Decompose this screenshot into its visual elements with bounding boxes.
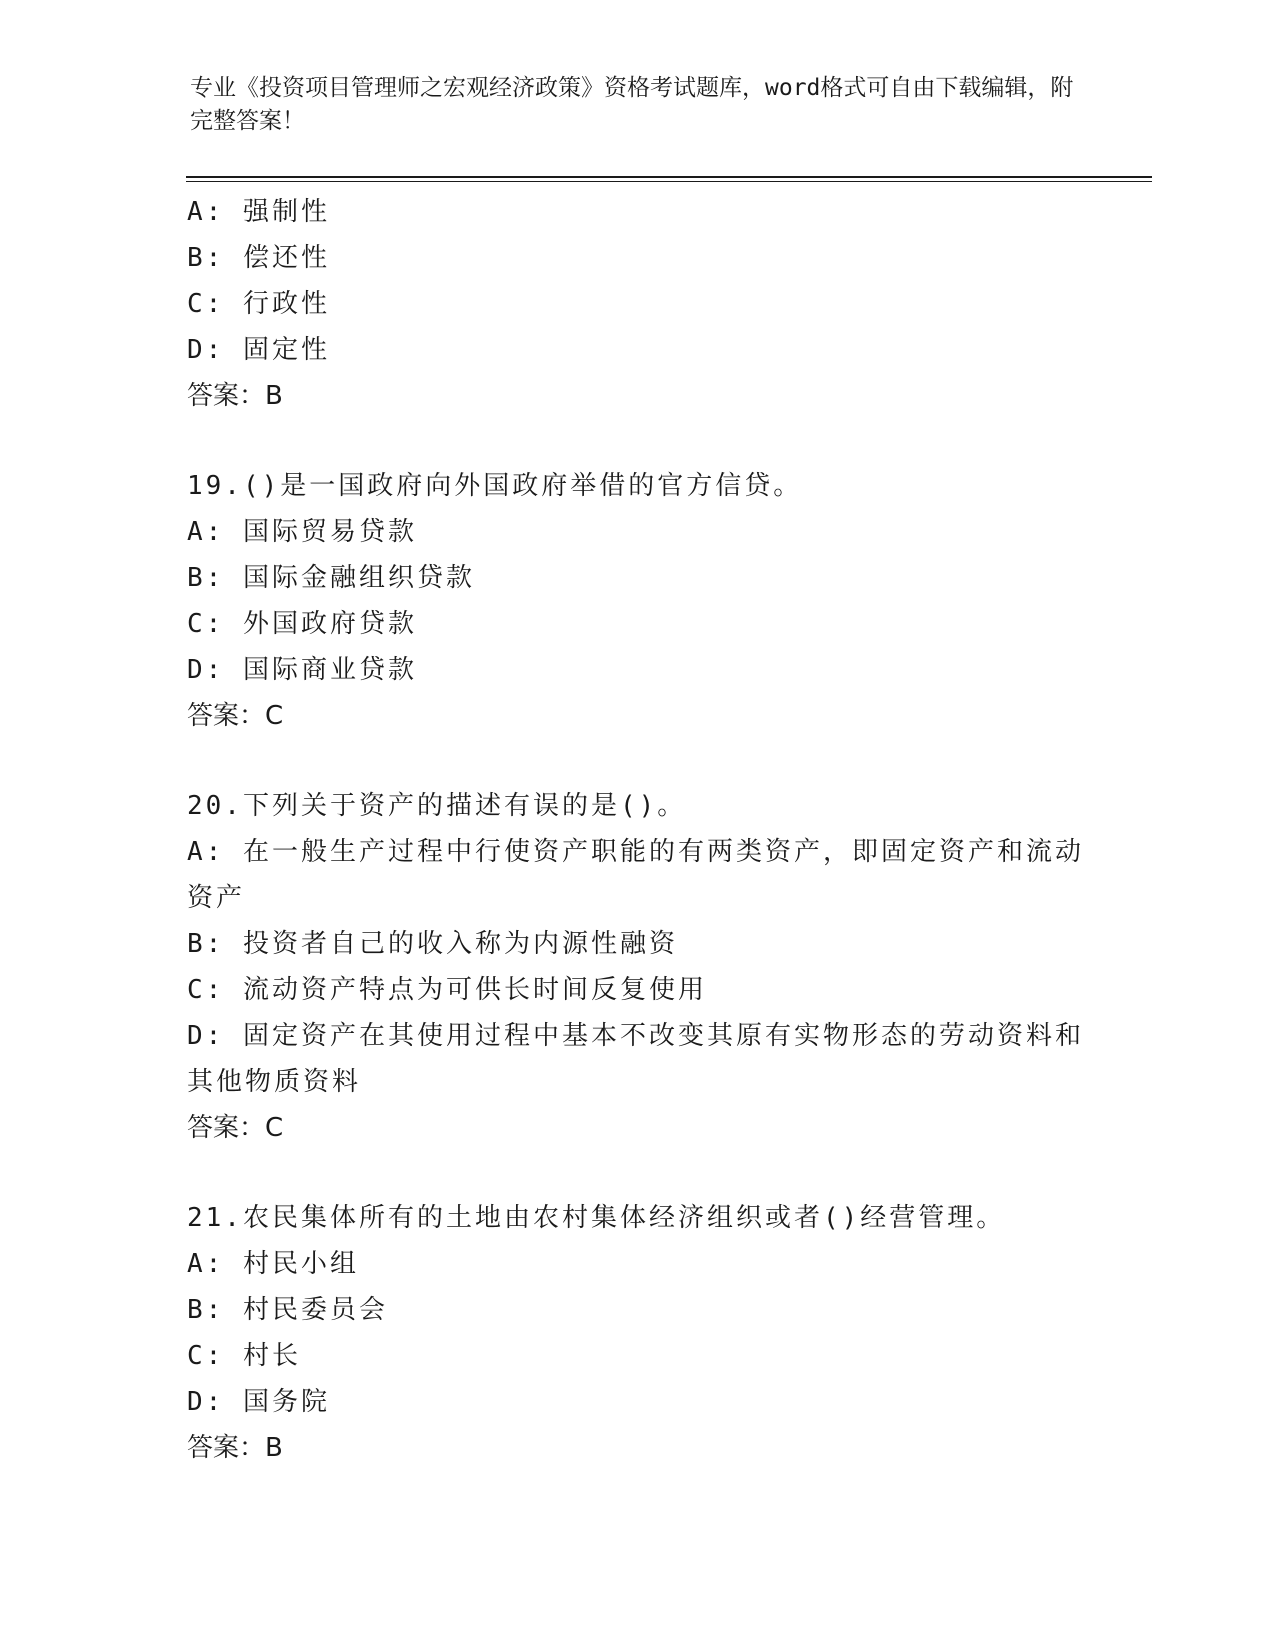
question-18 — [187, 189, 1087, 419]
answer: 答案：B — [187, 1433, 283, 1463]
answer: 答案：C — [187, 1113, 284, 1143]
option-b: B: 偿还性 — [187, 243, 330, 273]
option-b: B: 投资者自己的收入称为内源性融资 — [187, 929, 678, 959]
option-d: D: 国务院 — [187, 1387, 330, 1417]
option-c: C: 外国政府贷款 — [187, 609, 417, 639]
option-b: B: 国际金融组织贷款 — [187, 563, 475, 593]
option-a: A: 村民小组 — [187, 1249, 359, 1279]
option-c: C: 村长 — [187, 1341, 301, 1371]
option-d: D: 国际商业贷款 — [187, 655, 417, 685]
question-20 — [187, 783, 1087, 1151]
option-a: A: 国际贸易贷款 — [187, 517, 417, 547]
question-stem: 20.下列关于资产的描述有误的是()。 — [187, 791, 687, 821]
option-a: A: 强制性 — [187, 197, 330, 227]
answer: 答案：B — [187, 381, 283, 411]
document-header: 专业《投资项目管理师之宏观经济政策》资格考试题库，word格式可自由下载编辑，附完整答案！ — [190, 75, 1074, 134]
option-c: C: 流动资产特点为可供长时间反复使用 — [187, 975, 707, 1005]
header-rule-thick — [186, 176, 1152, 178]
question-19 — [187, 463, 1087, 739]
option-a: A: 在一般生产过程中行使资产职能的有两类资产，即固定资产和流动资产 — [187, 837, 1084, 913]
question-stem: 19.()是一国政府向外国政府举借的官方信贷。 — [187, 471, 803, 501]
answer: 答案：C — [187, 701, 284, 731]
option-c: C: 行政性 — [187, 289, 330, 319]
question-stem: 21.农民集体所有的土地由农村集体经济组织或者()经营管理。 — [187, 1203, 1006, 1233]
question-list — [187, 189, 1087, 1471]
option-d: D: 固定资产在其使用过程中基本不改变其原有实物形态的劳动资料和其他物质资料 — [187, 1021, 1084, 1097]
question-21 — [187, 1195, 1087, 1471]
option-d: D: 固定性 — [187, 335, 330, 365]
option-b: B: 村民委员会 — [187, 1295, 388, 1325]
header-rule-thin — [186, 181, 1152, 182]
